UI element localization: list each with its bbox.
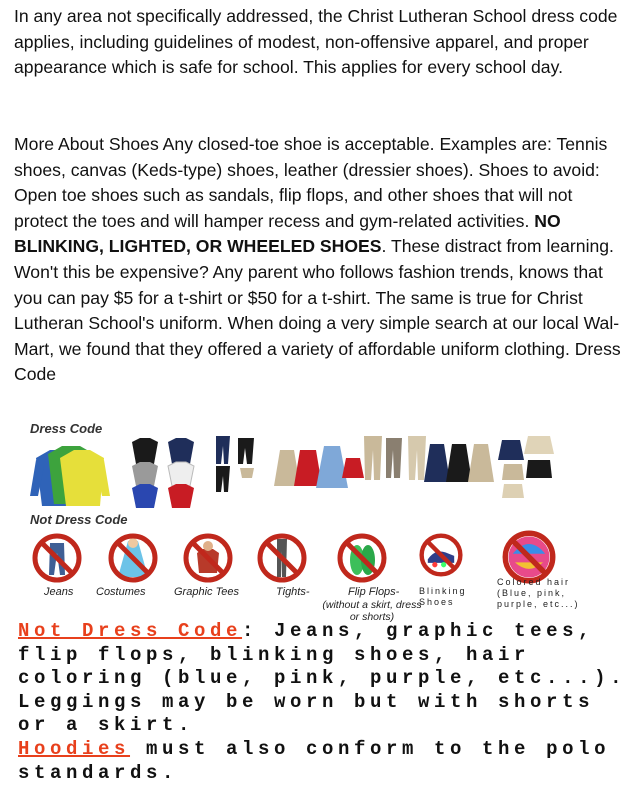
- hoodies-heading: Hoodies: [18, 738, 131, 760]
- costumes-caption: Costumes: [96, 586, 146, 598]
- long-sleeve-polos: [30, 446, 110, 506]
- uniform-clothing-illustration: [28, 436, 618, 512]
- no-blinking-shoes-icon: [419, 533, 463, 577]
- khaki-bottoms: [364, 436, 554, 498]
- hoodies-text: must also conform to the polo standards.: [18, 738, 611, 784]
- not-dress-code-label: Not Dress Code: [30, 512, 128, 527]
- flip-flops-caption: Flip Flops-: [348, 586, 400, 598]
- shoes-text: More About Shoes Any closed-toe shoe is acceptable. Examples are: Tennis shoes, canvas (Keds-type) shoes, leather (dressier shoes). Shoes to avoid: Open toe shoes such as sandals, flip flops, and other shoes that will not protect the toes and will hamper recess and gym-related activities.: [14, 134, 608, 231]
- no-tights-icon: [257, 533, 307, 583]
- no-colored-hair-icon: [502, 530, 556, 584]
- short-sleeve-polos: [132, 438, 194, 508]
- graphic-tees-caption: Graphic Tees: [174, 586, 240, 598]
- no-costumes-icon: [108, 533, 158, 583]
- flip-flops-note: (without a skirt, dress or shorts): [322, 599, 422, 623]
- dress-code-label: Dress Code: [30, 421, 103, 436]
- jumpers-and-dresses: [274, 446, 364, 488]
- shoes-text-cont: . These distract from learning. Won't this be expensive? Any parent who follows fashion trends, knows that you can pay $5 for a t-shirt or $50 for a t-shirt. The same is true for Christ Lutheran School's uniform. When doing a very simple search at our local Wal-Mart, we found that they offered a variety of affordable uniform clothing. Dress Code: [14, 236, 621, 385]
- jeans-caption: Jeans: [44, 586, 74, 598]
- shoes-warning: NO BLINKING, LIGHTED, OR WHEELED SHOES: [14, 210, 561, 257]
- no-jeans-icon: [32, 533, 82, 583]
- hoodies-statement: [18, 738, 628, 785]
- no-flip-flops-icon: [337, 533, 387, 583]
- not-dress-code-statement: [18, 620, 628, 738]
- pants: [216, 436, 254, 492]
- not-dress-code-text: : Jeans, graphic tees, flip flops, blinking shoes, hair coloring (blue, pink, purple, etc...). Leggings may be worn but with shorts or a skirt.: [18, 620, 627, 736]
- not-dress-code-heading: Not Dress Code: [18, 620, 243, 642]
- intro-paragraph: In any area not specifically addressed, the Christ Lutheran School dress code applies, including guidelines of modest, non-offensive apparel, and proper appearance which is safe for school. This applies for every school day.: [14, 6, 618, 78]
- shoes-paragraph: [14, 132, 630, 388]
- no-graphic-tees-icon: [183, 533, 233, 583]
- blinking-shoes-caption: Blinking Shoes: [419, 586, 467, 607]
- colored-hair-caption: Colored hair (Blue, pink, purple, etc...): [497, 577, 580, 609]
- tights-caption: Tights-: [276, 586, 310, 598]
